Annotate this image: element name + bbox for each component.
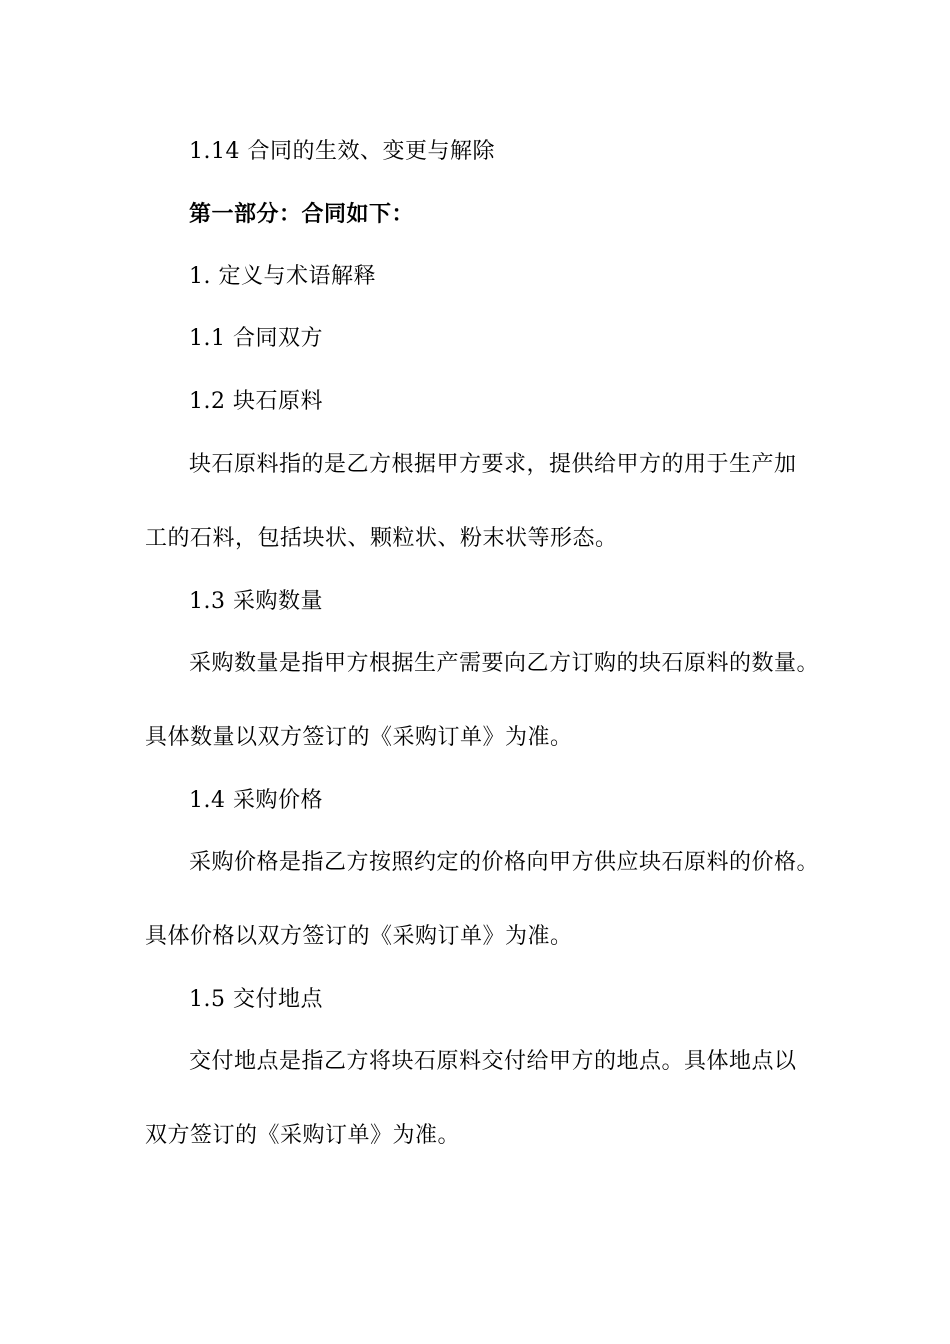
section-1-3-paragraph-line-1: 采购数量是指甲方根据生产需要向乙方订购的块石原料的数量。 bbox=[189, 651, 820, 676]
section-1-title: 1. 定义与术语解释 bbox=[189, 264, 376, 289]
section-1-1-title: 1.1 合同双方 bbox=[189, 326, 323, 351]
section-1-3-title: 1.3 采购数量 bbox=[189, 589, 323, 614]
section-1-2-paragraph-line-2: 工的石料，包括块状、颗粒状、粉末状等形态。 bbox=[145, 526, 618, 551]
section-1-5-paragraph-line-1: 交付地点是指乙方将块石原料交付给甲方的地点。具体地点以 bbox=[189, 1049, 797, 1074]
section-1-2-title: 1.2 块石原料 bbox=[189, 389, 323, 414]
section-1-5-title: 1.5 交付地点 bbox=[189, 987, 323, 1012]
section-1-4-paragraph-line-1: 采购价格是指乙方按照约定的价格向甲方供应块石原料的价格。 bbox=[189, 850, 820, 875]
section-1-4-title: 1.4 采购价格 bbox=[189, 788, 323, 813]
section-1-2-paragraph-line-1: 块石原料指的是乙方根据甲方要求，提供给甲方的用于生产加 bbox=[189, 452, 797, 477]
part-one-heading: 第一部分：合同如下： bbox=[189, 202, 415, 227]
toc-item-1-14: 1.14 合同的生效、变更与解除 bbox=[189, 139, 495, 164]
section-1-3-paragraph-line-2: 具体数量以双方签订的《采购订单》为准。 bbox=[145, 725, 573, 750]
section-1-4-paragraph-line-2: 具体价格以双方签订的《采购订单》为准。 bbox=[145, 924, 573, 949]
section-1-5-paragraph-line-2: 双方签订的《采购订单》为准。 bbox=[145, 1123, 461, 1148]
